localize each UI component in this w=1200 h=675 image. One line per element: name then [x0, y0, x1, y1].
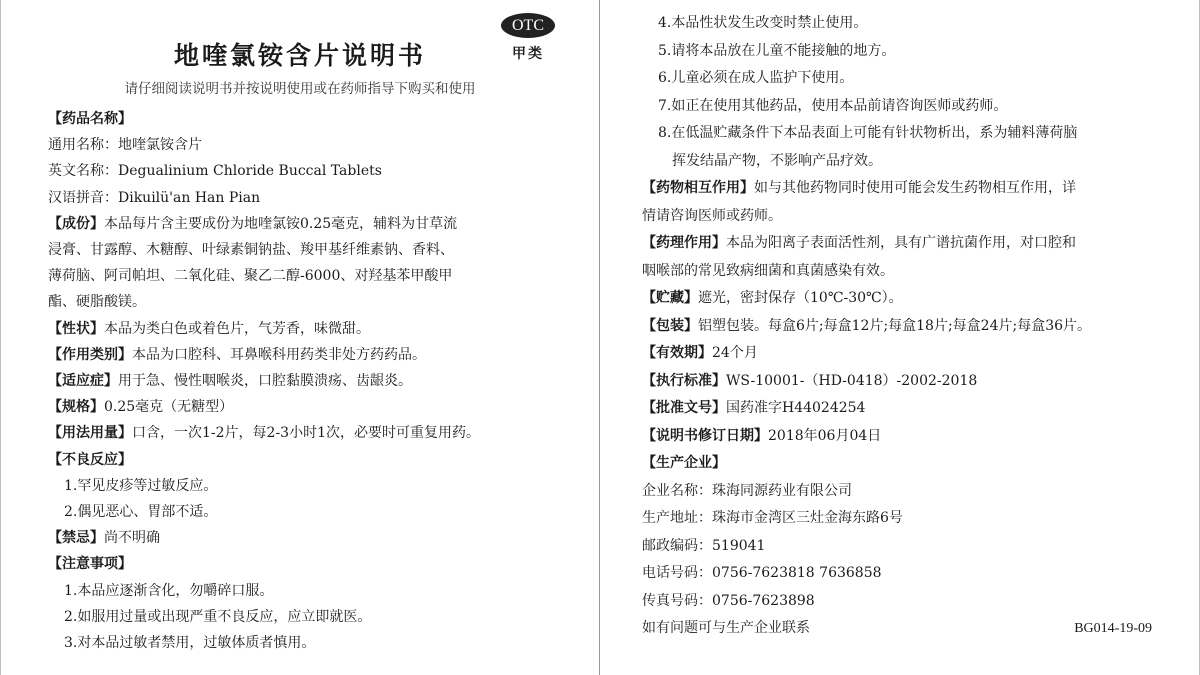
- section-header-indications: 【适应症】: [48, 373, 118, 390]
- section-header-manufacturer: 【生产企业】: [642, 455, 726, 471]
- contact-text: 如有问题可与生产企业联系: [642, 620, 810, 636]
- section-header-interaction: 【药物相互作用】: [642, 180, 754, 196]
- category-row: [48, 342, 582, 368]
- ingredients-text: 薄荷脑、阿司帕坦、二氧化硅、聚乙二醇-6000、对羟基苯甲酸甲: [48, 268, 453, 285]
- interaction-text: 如与其他药物同时使用可能会发生药物相互作用，详: [754, 180, 1076, 196]
- section-header-validity: 【有效期】: [642, 345, 712, 361]
- company-address: 生产地址：珠海市金湾区三灶金海东路6号: [642, 510, 903, 526]
- ingredients-text: 酯、硬脂酸镁。: [48, 294, 146, 311]
- document-code: BG014-19-09: [1074, 621, 1152, 636]
- otc-badge: OTC: [501, 13, 555, 38]
- generic-name: 通用名称：地喹氯铵含片: [48, 137, 202, 154]
- list-item: 7.如正在使用其他药品，使用本品前请咨询医师或药师。: [658, 97, 1008, 114]
- standard-text: WS-10001-（HD-0418）-2002-2018: [726, 372, 978, 389]
- appearance-row: [48, 316, 582, 342]
- section-header-adverse: 【不良反应】: [48, 451, 132, 468]
- section-header-category: 【作用类别】: [48, 346, 132, 363]
- storage-text: 遮光，密封保存（10℃-30℃）。: [698, 290, 903, 306]
- indications-text: 用于急、慢性咽喉炎，口腔黏膜溃疡、齿龈炎。: [118, 373, 412, 390]
- indications-row: [48, 368, 582, 394]
- section-header-approval: 【批准文号】: [642, 400, 726, 416]
- category-text: 本品为口腔科、耳鼻喉科用药类非处方药药品。: [132, 346, 426, 363]
- section-header-storage: 【贮藏】: [642, 290, 698, 306]
- storage-row: [642, 285, 1178, 313]
- pharmacology-text: 本品为阳离子表面活性剂，具有广谱抗菌作用，对口腔和: [726, 235, 1076, 251]
- dosage-row: [48, 420, 582, 446]
- appearance-text: 本品为类白色或着色片，气芳香，味微甜。: [104, 320, 370, 337]
- fax-number: 传真号码：0756-7623898: [642, 592, 815, 609]
- phone-number: 电话号码：0756-7623818 7636858: [642, 565, 882, 581]
- list-item-continued: 挥发结晶产物，不影响产品疗效。: [672, 152, 882, 169]
- approval-row: [642, 395, 1178, 423]
- pinyin-name: 汉语拼音：Dikuilü'an Han Pian: [48, 189, 261, 206]
- list-item: 6.儿童必须在成人监护下使用。: [658, 70, 854, 86]
- list-item: 2.如服用过量或出现严重不良反应，应立即就医。: [64, 608, 372, 625]
- ingredients-text: 本品每片含主要成份为地喹氯铵0.25毫克，辅料为甘草流: [104, 215, 458, 232]
- section-header-spec: 【规格】: [48, 399, 104, 416]
- otc-class-label: 甲类: [512, 46, 544, 62]
- contact-note: [642, 615, 1178, 643]
- section-header-appearance: 【性状】: [48, 320, 104, 337]
- standard-row: [642, 368, 1178, 396]
- package-row: [642, 313, 1178, 341]
- approval-text: 国药准字H44024254: [726, 400, 866, 416]
- section-header-revision: 【说明书修订日期】: [642, 427, 768, 444]
- list-item: 5.请将本品放在儿童不能接触的地方。: [658, 42, 896, 59]
- dosage-text: 口含，一次1-2片，每2-3小时1次，必要时可重复用药。: [132, 425, 480, 442]
- package-text: 铝塑包装。每盒6片;每盒12片;每盒18片;每盒24片;每盒36片。: [698, 317, 1092, 334]
- right-content: [642, 10, 1178, 643]
- section-header-drug-name: 【药品名称】: [48, 111, 132, 127]
- list-item: 1.本品应逐渐含化，勿嚼碎口服。: [64, 582, 274, 599]
- left-content: [48, 106, 582, 656]
- spec-text: 0.25毫克（无糖型）: [104, 399, 234, 416]
- validity-row: [642, 340, 1178, 368]
- list-item: 4.本品性状发生改变时禁止使用。: [658, 15, 868, 31]
- list-item: 2.偶见恶心、胃部不适。: [64, 504, 218, 521]
- leaflet-subtitle: 请仔细阅读说明书并按说明使用或在药师指导下购买和使用: [124, 81, 476, 97]
- revision-text: 2018年06月04日: [768, 427, 882, 444]
- section-header-ingredients: 【成份】: [48, 215, 104, 232]
- ingredients-text: 浸膏、甘露醇、木糖醇、叶绿素铜钠盐、羧甲基纤维素钠、香料、: [48, 242, 454, 259]
- interaction-row: [642, 175, 1178, 203]
- list-item: 3.对本品过敏者禁用，过敏体质者慎用。: [64, 635, 316, 652]
- section-header-package: 【包装】: [642, 317, 698, 334]
- company-name: 企业名称：珠海同源药业有限公司: [642, 482, 852, 499]
- postal-code: 邮政编码：519041: [642, 537, 766, 554]
- revision-row: [642, 423, 1178, 451]
- english-name: 英文名称：Degualinium Chloride Buccal Tablets: [48, 163, 382, 180]
- contraindication-row: [48, 525, 582, 551]
- interaction-text: 情请咨询医师或药师。: [642, 207, 782, 224]
- list-item: 8.在低温贮藏条件下本品表面上可能有针状物析出，系为辅料薄荷脑: [658, 125, 1078, 141]
- section-header-precautions: 【注意事项】: [48, 556, 132, 573]
- section-header-pharmacology: 【药理作用】: [642, 235, 726, 251]
- section-header-contraindication: 【禁忌】: [48, 530, 104, 547]
- section-header-dosage: 【用法用量】: [48, 425, 132, 442]
- contraindication-text: 尚不明确: [104, 530, 160, 547]
- spec-row: [48, 394, 582, 420]
- leaflet-title: 地喹氯铵含片说明书: [173, 41, 426, 70]
- pharmacology-row: [642, 230, 1178, 258]
- right-page: [601, 0, 1200, 675]
- list-item: 1.罕见皮疹等过敏反应。: [64, 477, 218, 494]
- section-header-standard: 【执行标准】: [642, 372, 726, 389]
- ingredients-row: [48, 211, 582, 237]
- pharmacology-text: 咽喉部的常见致病细菌和真菌感染有效。: [642, 262, 894, 279]
- validity-text: 24个月: [712, 345, 758, 361]
